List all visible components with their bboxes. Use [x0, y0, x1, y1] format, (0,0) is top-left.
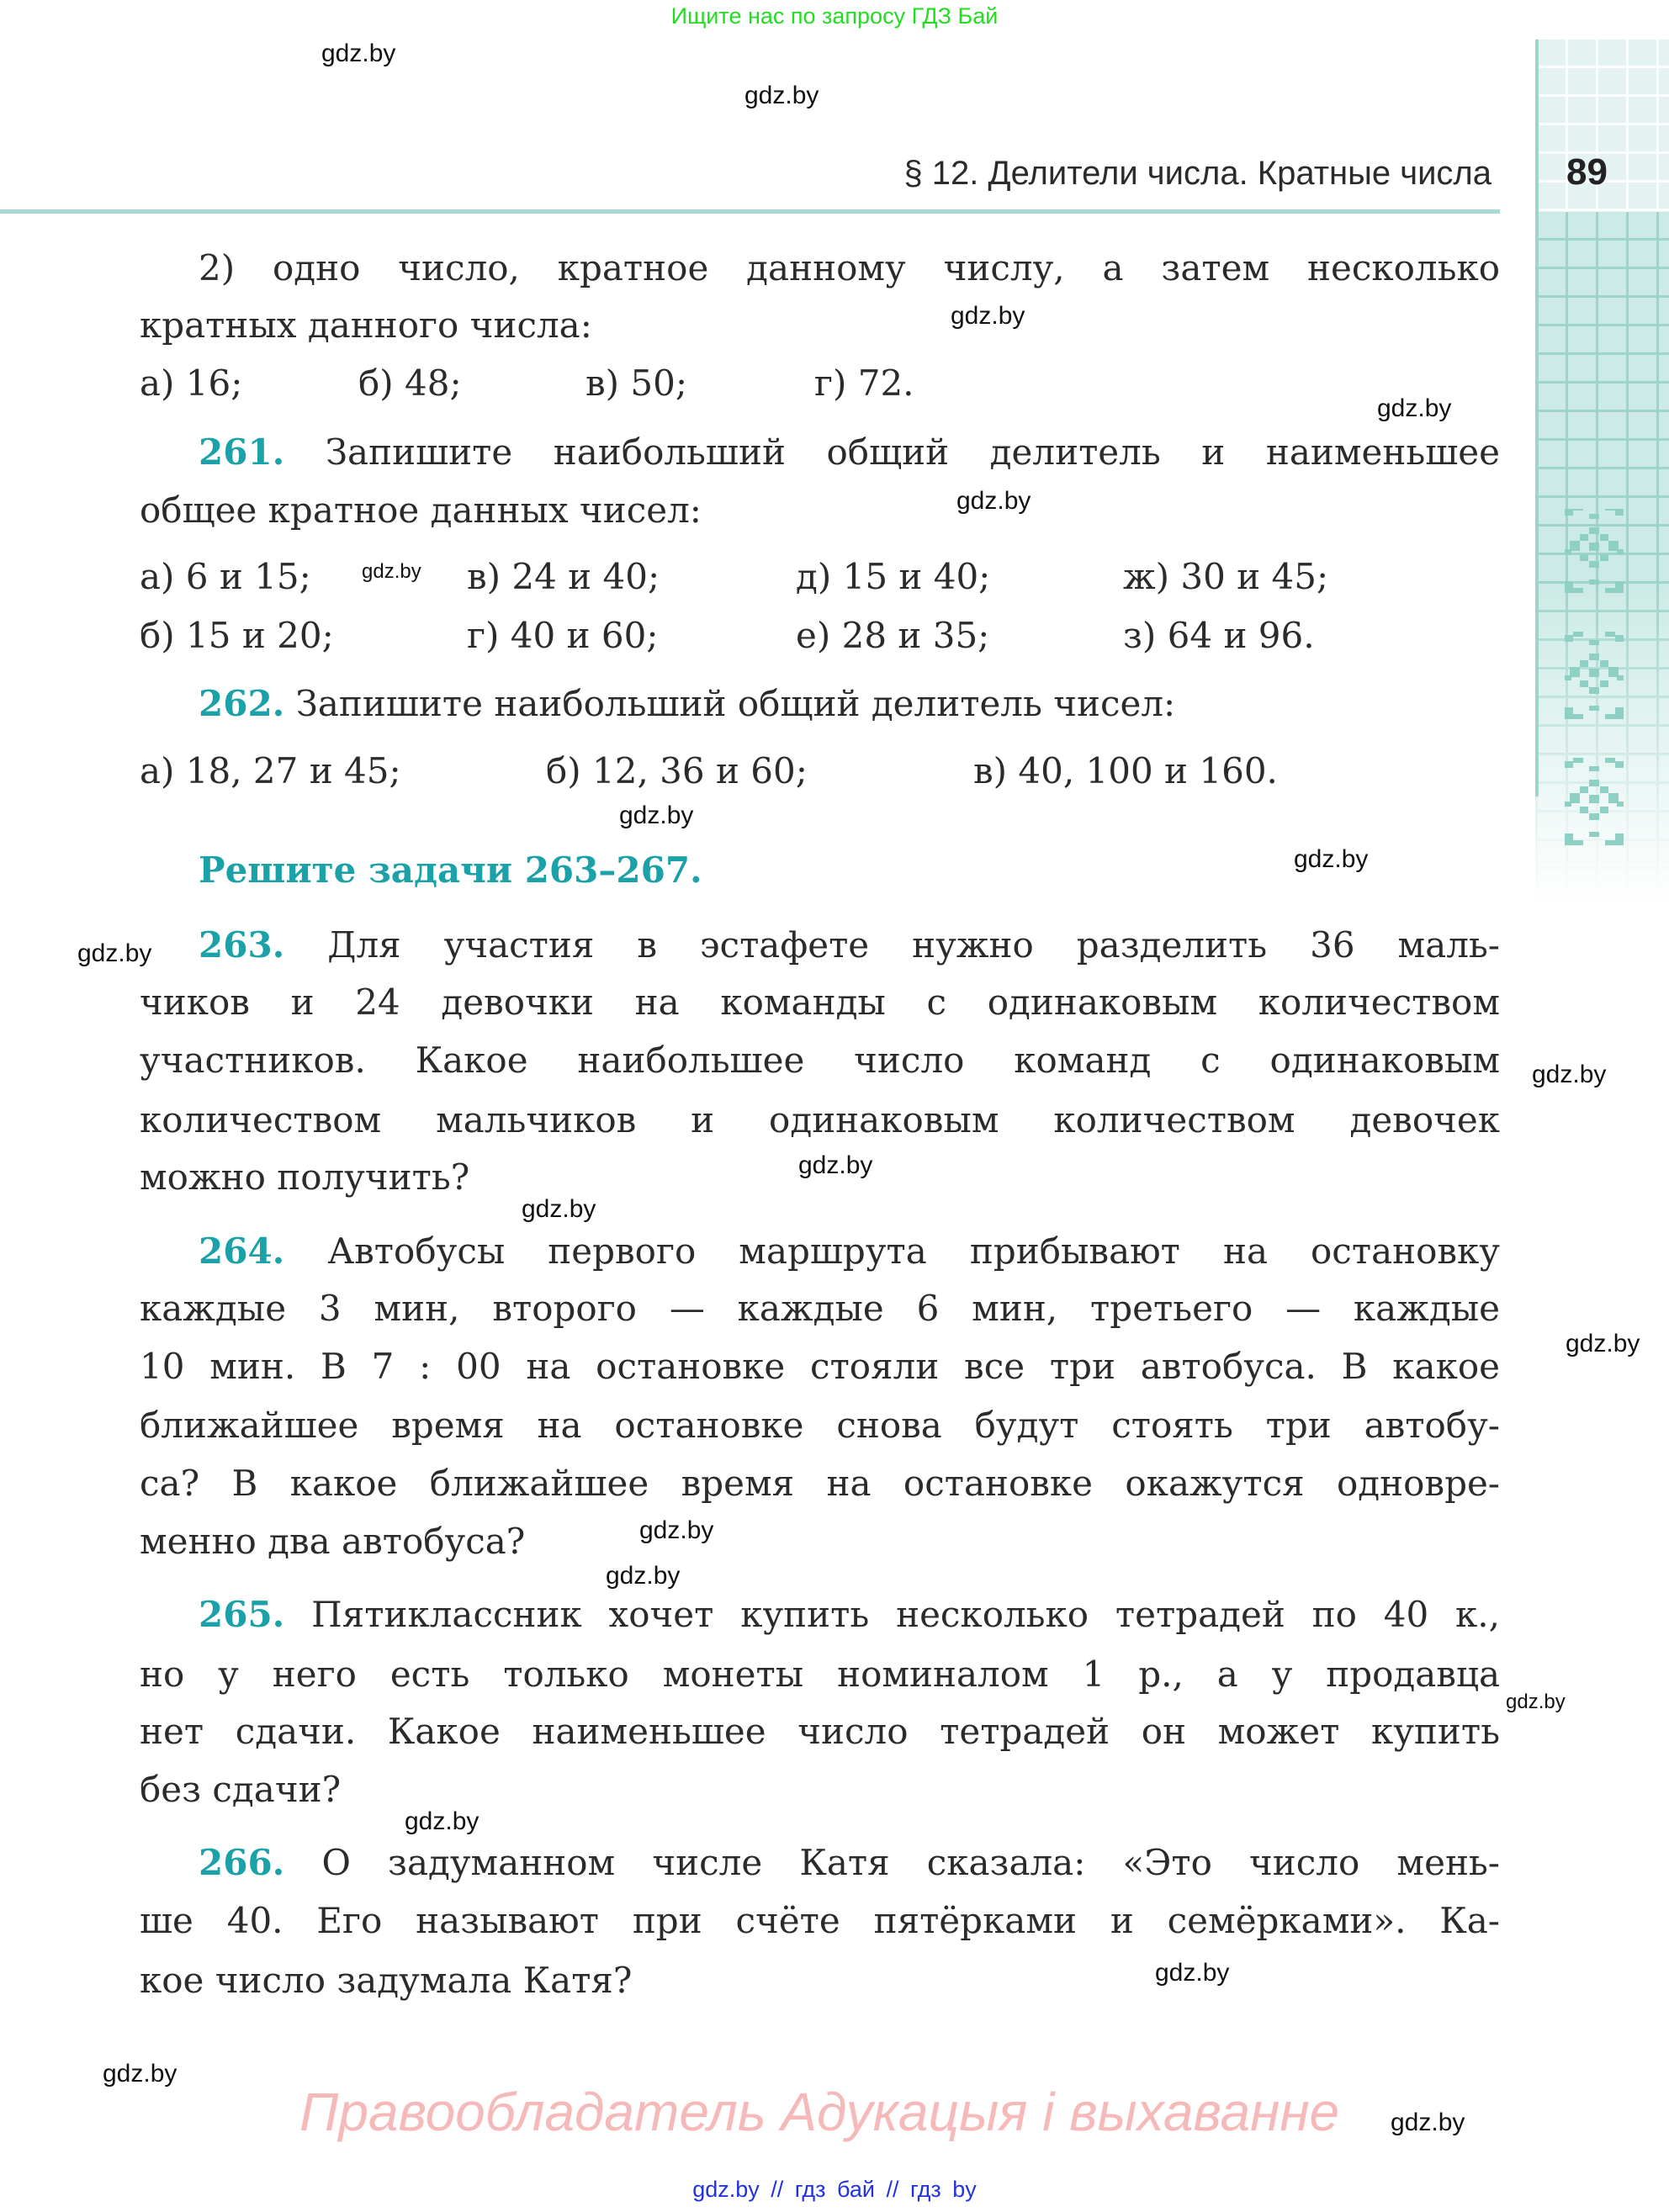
text: Запишите наибольший общий делитель и наименьшее — [325, 431, 1500, 473]
answer-option: а) 6 и 15; — [140, 556, 311, 597]
answer-option: ж) 30 и 45; — [1123, 556, 1329, 597]
watermark: gdz.by — [798, 1151, 873, 1179]
answer-option: г) 72. — [814, 362, 914, 404]
watermark: gdz.by — [619, 802, 694, 829]
exercise-262-line — [199, 679, 1500, 729]
exercise-261-line — [199, 427, 1500, 478]
exercise-number: 262. — [199, 683, 285, 724]
text-line: 10 мин. В 7 : 00 на остановке стояли все три автобуса. В какое — [140, 1346, 1500, 1387]
answer-option: з) 64 и 96. — [1123, 615, 1315, 656]
watermark: gdz.by — [951, 302, 1025, 330]
exercise-264-line — [199, 1226, 1500, 1277]
watermark: gdz.by — [639, 1516, 714, 1544]
answer-option: б) 48; — [358, 362, 462, 404]
answer-option: в) 24 и 40; — [467, 556, 660, 597]
watermark: gdz.by — [1532, 1061, 1607, 1088]
text: Для участия в эстафете нужно разделить 36 маль- — [327, 924, 1500, 966]
answer-option: в) 40, 100 и 160. — [973, 750, 1278, 791]
watermark: gdz.by — [103, 2060, 177, 2088]
ornament-icon — [1565, 509, 1624, 896]
header-divider — [0, 209, 1500, 214]
text-line: менно два автобуса? — [140, 1521, 526, 1562]
watermark: gdz.by — [956, 487, 1031, 515]
text-line: можно получить? — [140, 1156, 470, 1198]
watermark: gdz.by — [522, 1195, 596, 1223]
text-line: участников. Какое наибольшее число команд с одинаковым — [140, 1040, 1500, 1081]
text-line: без сдачи? — [140, 1769, 342, 1810]
answer-option: б) 15 и 20; — [140, 615, 334, 656]
watermark: gdz.by — [1391, 2109, 1465, 2136]
text: О задуманном числе Катя сказала: «Это число мень- — [321, 1842, 1500, 1883]
watermark: gdz.by — [1377, 394, 1452, 422]
text-line: кое число задумала Катя? — [140, 1960, 633, 2001]
footer-links: gdz.by // гдз бай // гдз by — [692, 2177, 977, 2202]
answer-option: г) 40 и 60; — [467, 615, 659, 656]
exercise-263-line — [199, 920, 1500, 971]
copyright-notice: Правообладатель Адукацыя і выхаванне — [299, 2082, 1340, 2142]
answer-option: а) 16; — [140, 362, 243, 404]
text-line: каждые 3 мин, второго — каждые 6 мин, третьего — каждые — [140, 1288, 1500, 1329]
exercise-number: 263. — [199, 924, 285, 966]
watermark: gdz.by — [1566, 1330, 1640, 1357]
text: Автобусы первого маршрута прибывают на остановку — [327, 1230, 1500, 1272]
exercise-265-line — [199, 1590, 1500, 1640]
answer-option: д) 15 и 40; — [796, 556, 991, 597]
exercise-266-line — [199, 1838, 1500, 1888]
answer-option: в) 50; — [585, 362, 687, 404]
answer-option: е) 28 и 35; — [796, 615, 990, 656]
answer-option: б) 12, 36 и 60; — [546, 750, 808, 791]
watermark: gdz.by — [606, 1562, 681, 1590]
page-number: 89 — [1566, 151, 1608, 193]
watermark: gdz.by — [405, 1807, 480, 1835]
text-line: ше 40. Его называют при счёте пятёрками и семёрками». Ка- — [140, 1900, 1500, 1941]
page-margin-edge — [1535, 40, 1539, 796]
watermark: gdz.by — [77, 939, 152, 967]
text-line: чиков и 24 девочки на команды с одинаковым количеством — [140, 982, 1500, 1023]
watermark: gdz.by — [1155, 1959, 1230, 1987]
text-line: общее кратное данных чисел: — [140, 489, 702, 531]
exercise-number: 266. — [199, 1842, 285, 1883]
text-line: кратных данного числа: — [140, 304, 592, 346]
exercise-number: 261. — [199, 431, 285, 473]
watermark: gdz.by — [1506, 1691, 1566, 1713]
text-line: ближайшее время на остановке снова будут стоять три автобу- — [140, 1405, 1500, 1446]
text-line: нет сдачи. Какое наименьшее число тетрадей он может купить — [140, 1711, 1500, 1752]
watermark: gdz.by — [321, 40, 396, 67]
text-line: 2) одно число, кратное данному числу, а затем несколько — [199, 247, 1500, 288]
top-search-note: Ищите нас по запросу ГДЗ Бай — [670, 3, 999, 29]
text-line: но у него есть только монеты номиналом 1 р., а у продавца — [140, 1654, 1500, 1695]
watermark: gdz.by — [1294, 845, 1369, 873]
watermark: gdz.by — [362, 560, 421, 583]
exercise-number: 265. — [199, 1594, 285, 1635]
answer-option: а) 18, 27 и 45; — [140, 750, 401, 791]
exercise-number: 264. — [199, 1230, 285, 1272]
section-title: § 12. Делители числа. Кратные числа — [903, 155, 1492, 192]
text: Пятиклассник хочет купить несколько тетрадей по 40 к., — [311, 1594, 1500, 1635]
watermark: gdz.by — [744, 82, 819, 109]
text-line: количеством мальчиков и одинаковым количеством девочек — [140, 1099, 1500, 1140]
text-line: са? В какое ближайшее время на остановке окажутся одновре- — [140, 1463, 1500, 1504]
text: Запишите наибольший общий делитель чисел: — [295, 683, 1176, 724]
section-heading: Решите задачи 263–267. — [199, 849, 702, 891]
